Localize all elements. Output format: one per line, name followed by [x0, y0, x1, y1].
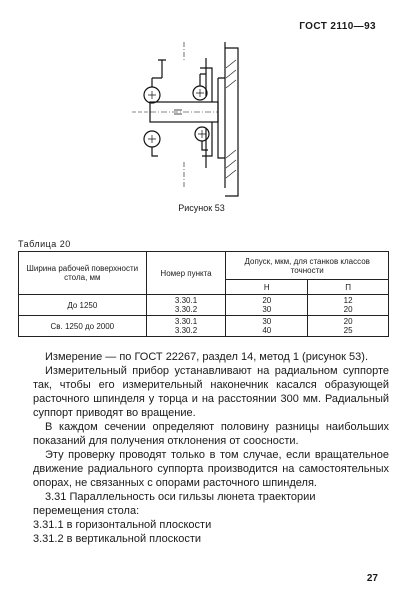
paragraph-instrument: Измерительный прибор устанавливают на радиальном суппорте так, чтобы его измерительный наконечник касался образующей расточного шпинделя у торца и на расстоянии 300 мм. Радиальный суппорт приводят во вращение.	[33, 365, 389, 419]
page-number: 27	[366, 573, 378, 584]
paragraph-measurement: Измерение — по ГОСТ 22267, раздел 14, метод 1 (рисунок 53).	[45, 351, 368, 363]
table-title: Таблица 20	[18, 239, 71, 249]
tolerance-table	[18, 251, 389, 337]
class-p-header: П	[308, 280, 389, 295]
width-cell: Св. 1250 до 2000	[19, 316, 147, 337]
paragraph-section: В каждом сечении определяют половину разницы наибольших показаний для получения отклонения от соосности.	[33, 421, 389, 447]
table-row	[19, 316, 389, 337]
table-row	[19, 295, 389, 316]
width-cell: До 1250	[19, 295, 147, 316]
subitem-3-31-2: 3.31.2 в вертикальной плоскости	[33, 533, 202, 545]
tolerance-p-cell: 20 25	[308, 316, 389, 337]
paragraph-3-31: 3.31 Параллельность оси гильзы люнета траектории перемещения стола:	[33, 491, 316, 517]
col-item-header: Номер пункта	[146, 252, 226, 295]
standard-header: ГОСТ 2110—93	[299, 21, 376, 32]
body-text	[33, 350, 389, 546]
subitem-3-31-1: 3.31.1 в горизонтальной плоскости	[33, 519, 212, 531]
paragraph-condition: Эту проверку проводят только в том случае, если вращательное движение радиального суппорта производится на самостоятельных опорах, не связанных с опорами расточного шпинделя.	[33, 449, 389, 489]
tolerance-h-cell: 30 40	[226, 316, 308, 337]
item-cell: 3.30.1 3.30.2	[146, 295, 226, 316]
col-tolerance-header: Допуск, мкм, для станков классов точности	[226, 252, 389, 280]
figure-53-drawing	[130, 38, 252, 198]
figure-caption: Рисунок 53	[178, 203, 225, 213]
tolerance-p-cell: 12 20	[308, 295, 389, 316]
item-cell: 3.30.1 3.30.2	[146, 316, 226, 337]
col-width-header: Ширина рабочей поверхности стола, мм	[19, 252, 147, 295]
tolerance-h-cell: 20 30	[226, 295, 308, 316]
class-h-header: Н	[226, 280, 308, 295]
